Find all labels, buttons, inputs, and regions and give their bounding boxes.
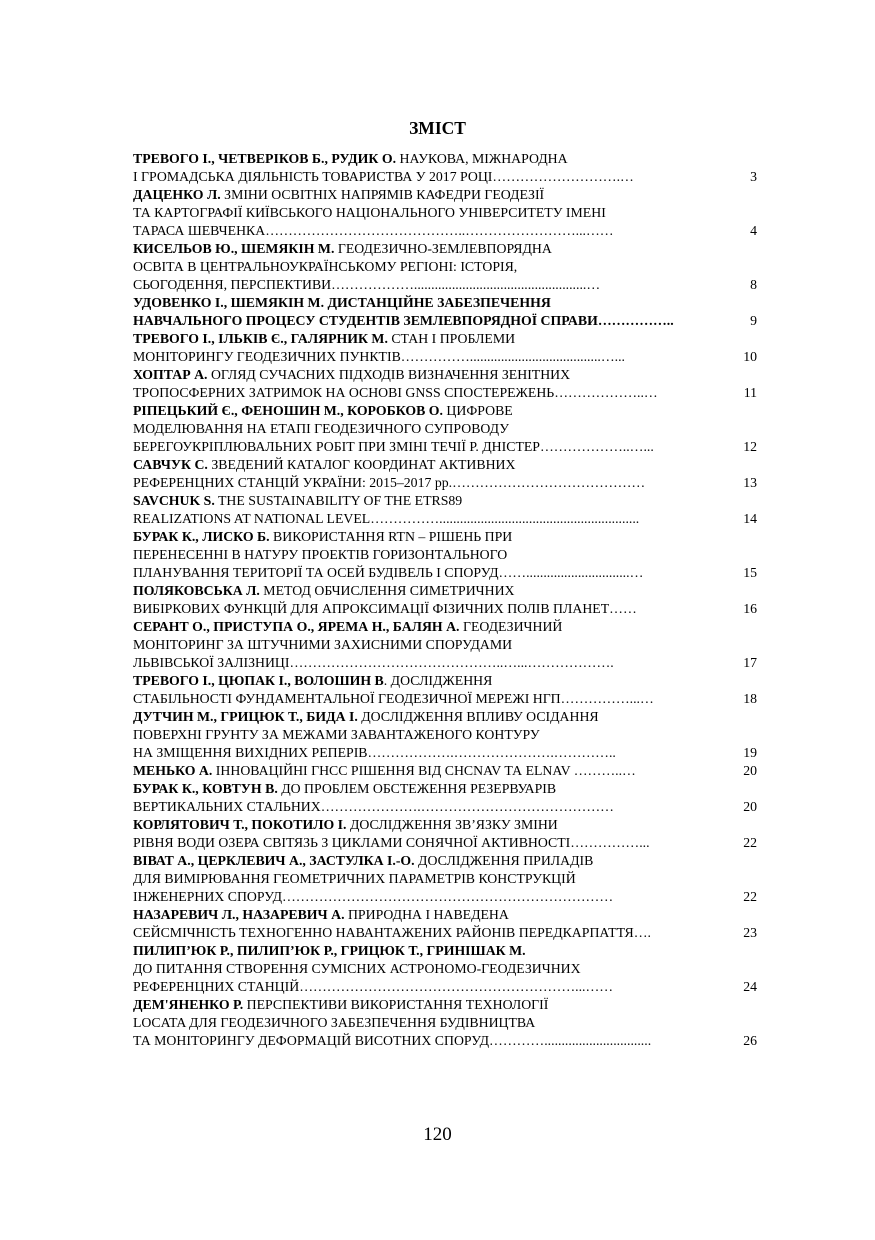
toc-title-text: ГЕОДЕЗИЧНО-ЗЕМЛЕВПОРЯДНА: [334, 241, 552, 256]
toc-title-text: ЦИФРОВЕ: [442, 403, 513, 418]
toc-title-text: НАУКОВА, МІЖНАРОДНА: [396, 151, 568, 166]
toc-line-text: [133, 708, 728, 726]
toc-authors: ПИЛИП’ЮК Р., ПИЛИП’ЮК Р., ГРИЦЮК Т., ГРИНІШАК М.: [133, 943, 526, 958]
toc-title-text: СЬОГОДЕННЯ, ПЕРСПЕКТИВИ………………..................................................…: [133, 277, 601, 292]
toc-page-number: 15: [743, 565, 757, 580]
toc-entry: [133, 852, 766, 906]
toc-entry: [133, 708, 766, 762]
toc-line: [133, 510, 766, 528]
toc-line: [133, 168, 766, 186]
toc-line-text: [133, 690, 728, 708]
toc-title-text: ДОСЛІДЖЕННЯ ВПЛИВУ ОСІДАННЯ: [357, 709, 599, 724]
toc-line-text: [133, 402, 728, 420]
toc-line: [133, 528, 766, 546]
toc-title-text: БЕРЕГОУКРІПЛЮВАЛЬНИХ РОБІТ ПРИ ЗМІНІ ТЕЧІЇ Р. ДНІСТЕР………………..…...: [133, 439, 654, 454]
toc-line-text: [133, 222, 728, 240]
toc-title-text: ПЕРЕНЕСЕННІ В НАТУРУ ПРОЕКТІВ ГОРИЗОНТАЛЬНОГО: [133, 547, 508, 562]
toc-authors: КОРЛЯТОВИЧ Т., ПОКОТИЛО І.: [133, 817, 347, 832]
toc-line: [133, 978, 766, 996]
toc-authors: ТРЕВОГО І., ЦЮПАК І., ВОЛОШИН В: [133, 673, 384, 688]
toc-line: [133, 546, 766, 564]
toc-authors: СЕРАНТ О., ПРИСТУПА О., ЯРЕМА Н., БАЛЯН А.: [133, 619, 460, 634]
toc-entry: [133, 780, 766, 816]
toc-line-text: [133, 258, 728, 276]
toc-title-text: LOCATA ДЛЯ ГЕОДЕЗИЧНОГО ЗАБЕЗПЕЧЕННЯ БУДІВНИЦТВА: [133, 1015, 536, 1030]
toc-line: [133, 366, 766, 384]
toc-authors: НАЗАРЕВИЧ Л., НАЗАРЕВИЧ А.: [133, 907, 345, 922]
toc-authors: ДАЦЕНКО Л.: [133, 187, 221, 202]
toc-line: [133, 942, 766, 960]
toc-authors: ДЕМ'ЯНЕНКО Р.: [133, 997, 244, 1012]
toc-page-number: 26: [743, 1033, 757, 1048]
toc-page-number: 3: [750, 169, 757, 184]
toc-page-number: 4: [750, 223, 757, 238]
toc-line: [133, 240, 766, 258]
toc-title-text: НА ЗМІЩЕННЯ ВИХІДНИХ РЕПЕРІВ……………….………………….…………..: [133, 745, 616, 760]
toc-line-text: [133, 780, 728, 798]
toc-line-text: [133, 366, 728, 384]
toc-page-number: 14: [743, 511, 757, 526]
toc-authors: БУРАК К., ЛИСКО Б.: [133, 529, 270, 544]
toc-line-text: [133, 672, 728, 690]
toc-page-number: 10: [743, 349, 757, 364]
toc-title-text: СТАБІЛЬНОСТІ ФУНДАМЕНТАЛЬНОЇ ГЕОДЕЗИЧНОЇ МЕРЕЖІ НГП……………...…: [133, 691, 654, 706]
toc-line-text: [133, 798, 728, 816]
toc-line: [133, 762, 766, 780]
toc-line: [133, 258, 766, 276]
toc-title-text: І ГРОМАДСЬКА ДІЯЛЬНІСТЬ ТОВАРИСТВА У 2017 РОЦІ……………………….…: [133, 169, 634, 184]
toc-title-text: REALIZATIONS AT NATIONAL LEVEL……………..........................................................: [133, 511, 640, 526]
toc-line-text: [133, 564, 728, 582]
toc-authors: РІПЕЦЬКИЙ Є., ФЕНОШИН М., КОРОБКОВ О.: [133, 403, 443, 418]
toc-page-number: 18: [743, 691, 757, 706]
toc-line: [133, 600, 766, 618]
toc-line: [133, 708, 766, 726]
toc-entry: [133, 942, 766, 996]
toc-line-text: [133, 870, 728, 888]
toc-title-text: ДО ПРОБЛЕМ ОБСТЕЖЕННЯ РЕЗЕРВУАРІВ: [277, 781, 557, 796]
toc-page-number: 20: [743, 799, 757, 814]
toc-authors: ДУТЧИН М., ГРИЦЮК Т., БИДА І.: [133, 709, 358, 724]
toc-line-text: [133, 384, 728, 402]
toc-line-text: [133, 744, 728, 762]
page-number: 120: [423, 1124, 452, 1145]
toc-line-text: [133, 618, 728, 636]
toc-authors: SAVCHUK S.: [133, 493, 215, 508]
toc-line: [133, 672, 766, 690]
toc-line-text: [133, 942, 728, 960]
toc-title-text: СТАН І ПРОБЛЕМИ: [387, 331, 516, 346]
toc-line: [133, 150, 766, 168]
toc-line-text: [133, 294, 728, 312]
toc-line: [133, 276, 766, 294]
toc-page-number: 24: [743, 979, 757, 994]
toc-page-number: 12: [743, 439, 757, 454]
toc-line: [133, 870, 766, 888]
toc-line: [133, 924, 766, 942]
toc-title-text: ТРОПОСФЕРНИХ ЗАТРИМОК НА ОСНОВІ GNSS СПОСТЕРЕЖЕНЬ………………..…: [133, 385, 658, 400]
toc-title-text: ОГЛЯД СУЧАСНИХ ПІДХОДІВ ВИЗНАЧЕННЯ ЗЕНІТНИХ: [207, 367, 571, 382]
toc-line-text: [133, 150, 728, 168]
toc-line: [133, 312, 766, 330]
toc-title-text: ЗВЕДЕНИЙ КАТАЛОГ КООРДИНАТ АКТИВНИХ: [207, 457, 516, 472]
toc-authors: ТРЕВОГО І., ЧЕТВЕРІКОВ Б., РУДИК О.: [133, 151, 397, 166]
toc-title-text: МОНІТОРИНГУ ГЕОДЕЗИЧНИХ ПУНКТІВ……………......................................…...: [133, 349, 625, 364]
toc-title-text: РІВНЯ ВОДИ ОЗЕРА СВІТЯЗЬ З ЦИКЛАМИ СОНЯЧНОЇ АКТИВНОСТІ……………...: [133, 835, 650, 850]
toc-title-text: THE SUSTAINABILITY OF THE ETRS89: [214, 493, 463, 508]
toc-line: [133, 582, 766, 600]
toc-entry: [133, 906, 766, 942]
toc-line-text: [133, 276, 728, 294]
toc-line-text: [133, 834, 728, 852]
toc-authors: ТРЕВОГО І., ІЛЬКІВ Є., ГАЛЯРНИК М.: [133, 331, 388, 346]
toc-line-text: [133, 186, 728, 204]
toc-line: [133, 564, 766, 582]
toc-line: [133, 492, 766, 510]
toc-entry: [133, 402, 766, 456]
toc-line-text: [133, 654, 728, 672]
toc-title-text: ТА КАРТОГРАФІЇ КИЇВСЬКОГО НАЦІОНАЛЬНОГО УНІВЕРСИТЕТУ ІМЕНІ: [133, 205, 606, 220]
toc-title-text: ІННОВАЦІЙНІ ГНСС РІШЕННЯ ВІД CHCNAV ТА ELNAV ………..…: [212, 763, 636, 778]
toc-page-number: 13: [743, 475, 757, 490]
toc-line: [133, 834, 766, 852]
toc-authors: МЕНЬКО А.: [133, 763, 213, 778]
toc-entry: [133, 456, 766, 492]
toc-line-text: [133, 1014, 728, 1032]
toc-entry: [133, 186, 766, 240]
toc-line-text: [133, 438, 728, 456]
toc-title-text: ЛЬВІВСЬКОЇ ЗАЛІЗНИЦІ………………………………………..…...……………….: [133, 655, 614, 670]
toc-line-text: [133, 852, 728, 870]
toc-line: [133, 438, 766, 456]
toc-title: ЗМІСТ: [409, 118, 466, 138]
toc-line: [133, 348, 766, 366]
toc-title-text: ПОВЕРХНІ ГРУНТУ ЗА МЕЖАМИ ЗАВАНТАЖЕНОГО КОНТУРУ: [133, 727, 540, 742]
toc-title-text: ЗМІНИ ОСВІТНІХ НАПРЯМІВ КАФЕДРИ ГЕОДЕЗІЇ: [220, 187, 545, 202]
toc-entry: [133, 330, 766, 366]
toc-line-text: [133, 726, 728, 744]
toc-line: [133, 1032, 766, 1050]
toc-authors: ВІВАТ А., ЦЕРКЛЕВИЧ А., ЗАСТУЛКА І.-О.: [133, 853, 415, 868]
toc-title-text: ВИКОРИСТАННЯ RTN – РІШЕНЬ ПРИ: [269, 529, 513, 544]
toc-entry: [133, 240, 766, 294]
toc-entry: [133, 816, 766, 852]
toc-page-number: 23: [743, 925, 757, 940]
toc-line-text: [133, 348, 728, 366]
toc-title-text: ВИБІРКОВИХ ФУНКЦІЙ ДЛЯ АПРОКСИМАЦІЇ ФІЗИЧНИХ ПОЛІВ ПЛАНЕТ……: [133, 601, 637, 616]
toc-authors: КИСЕЛЬОВ Ю., ШЕМЯКІН М.: [133, 241, 335, 256]
toc-line: [133, 456, 766, 474]
toc-line-text: [133, 816, 728, 834]
toc-line: [133, 654, 766, 672]
toc-title-text: МЕТОД ОБЧИСЛЕННЯ СИМЕТРИЧНИХ: [259, 583, 515, 598]
toc-line: [133, 1014, 766, 1032]
toc-title-text: ДОСЛІДЖЕННЯ ПРИЛАДІВ: [414, 853, 594, 868]
toc-line-text: [133, 978, 728, 996]
toc-title-text: СЕЙСМІЧНІСТЬ ТЕХНОГЕННО НАВАНТАЖЕНИХ РАЙОНІВ ПЕРЕДКАРПАТТЯ….: [133, 925, 651, 940]
toc-page-number: 8: [750, 277, 757, 292]
toc-title-text: ТА МОНІТОРИНГУ ДЕФОРМАЦІЙ ВИСОТНИХ СПОРУД…………...............................: [133, 1033, 652, 1048]
toc-title-text: МОДЕЛЮВАННЯ НА ЕТАПІ ГЕОДЕЗИЧНОГО СУПРОВОДУ: [133, 421, 510, 436]
toc-line: [133, 294, 766, 312]
toc-entry: [133, 762, 766, 780]
toc-line: [133, 186, 766, 204]
toc-line-text: [133, 996, 728, 1014]
toc-title-text: ТАРАСА ШЕВЧЕНКА……………………………………..……………………...……: [133, 223, 614, 238]
toc-authors: БУРАК К., КОВТУН В.: [133, 781, 278, 796]
toc-line: [133, 330, 766, 348]
toc-entry: [133, 672, 766, 708]
toc-entry: [133, 528, 766, 582]
toc-title-text: ПЕРСПЕКТИВИ ВИКОРИСТАННЯ ТЕХНОЛОГІЇ: [243, 997, 549, 1012]
toc-line-text: [133, 1032, 728, 1050]
toc-title-text: МОНІТОРИНГ ЗА ШТУЧНИМИ ЗАХИСНИМИ СПОРУДАМИ: [133, 637, 513, 652]
toc-line: [133, 384, 766, 402]
toc-page-number: 11: [743, 385, 757, 400]
toc-title-text: ГЕОДЕЗИЧНИЙ: [459, 619, 563, 634]
toc-title-text: . ДОСЛІДЖЕННЯ: [383, 673, 493, 688]
toc-line: [133, 402, 766, 420]
toc-page-number: 22: [743, 889, 757, 904]
toc-line-text: [133, 204, 728, 222]
toc-line-text: [133, 762, 728, 780]
toc-line: [133, 906, 766, 924]
toc-line-text: [133, 456, 728, 474]
toc-line-text: [133, 492, 728, 510]
toc-line: [133, 690, 766, 708]
toc-line-text: [133, 312, 728, 330]
toc-authors: ПОЛЯКОВСЬКА Л.: [133, 583, 260, 598]
toc-page-number: 22: [743, 835, 757, 850]
toc-title-text: ПРИРОДНА І НАВЕДЕНА: [344, 907, 509, 922]
toc-line-text: [133, 330, 728, 348]
toc-entry: [133, 366, 766, 402]
toc-line: [133, 888, 766, 906]
toc-line-text: [133, 420, 728, 438]
toc-title-text: ПЛАНУВАННЯ ТЕРИТОРІЇ ТА ОСЕЙ БУДІВЕЛЬ І СПОРУД……..............................…: [133, 565, 644, 580]
toc-entry: [133, 294, 766, 330]
toc-authors: САВЧУК С.: [133, 457, 208, 472]
toc-line: [133, 636, 766, 654]
toc-line-text: [133, 924, 728, 942]
toc-line: [133, 222, 766, 240]
toc-authors: ХОПТАР А.: [133, 367, 208, 382]
toc-line: [133, 816, 766, 834]
toc-title-text: ДО ПИТАННЯ СТВОРЕННЯ СУМІСНИХ АСТРОНОМО-ГЕОДЕЗИЧНИХ: [133, 961, 581, 976]
toc-line: [133, 474, 766, 492]
toc-line-text: [133, 168, 728, 186]
toc-title-text: РЕФЕРЕНЦНИХ СТАНЦІЙ……………………………………………………...……: [133, 979, 614, 994]
toc-line-text: [133, 600, 728, 618]
toc-page-number: 9: [750, 313, 757, 328]
toc-page-number: 16: [743, 601, 757, 616]
toc-title-text: ДЛЯ ВИМІРЮВАННЯ ГЕОМЕТРИЧНИХ ПАРАМЕТРІВ КОНСТРУКЦІЙ: [133, 871, 576, 886]
toc-authors: НАВЧАЛЬНОГО ПРОЦЕСУ СТУДЕНТІВ ЗЕМЛЕВПОРЯДНОЇ СПРАВИ……………..: [133, 313, 674, 328]
toc-line: [133, 798, 766, 816]
toc-page-number: 17: [743, 655, 757, 670]
toc-line: [133, 996, 766, 1014]
toc-line-text: [133, 510, 728, 528]
toc-entry: [133, 492, 766, 528]
toc-line: [133, 618, 766, 636]
toc-entry: [133, 618, 766, 672]
toc-line: [133, 852, 766, 870]
toc-title-text: ДОСЛІДЖЕННЯ ЗВ’ЯЗКУ ЗМІНИ: [346, 817, 558, 832]
toc-title-text: ОСВІТА В ЦЕНТРАЛЬНОУКРАЇНСЬКОМУ РЕГІОНІ: ІСТОРІЯ,: [133, 259, 518, 274]
toc-line: [133, 726, 766, 744]
toc-title-text: ВЕРТИКАЛЬНИХ СТАЛЬНИХ………………….……………………………………: [133, 799, 614, 814]
toc-entry: [133, 150, 766, 186]
toc-line-text: [133, 636, 728, 654]
toc-line: [133, 780, 766, 798]
toc-line-text: [133, 582, 728, 600]
toc-line: [133, 204, 766, 222]
toc-line-text: [133, 240, 728, 258]
toc-line-text: [133, 960, 728, 978]
toc-page-number: 20: [743, 763, 757, 778]
toc-title-text: ІНЖЕНЕРНИХ СПОРУД………………………………………………………………: [133, 889, 614, 904]
toc-entry: [133, 996, 766, 1050]
toc-line-text: [133, 528, 728, 546]
toc-authors: УДОВЕНКО І., ШЕМЯКІН М. ДИСТАНЦІЙНЕ ЗАБЕЗПЕЧЕННЯ: [133, 295, 551, 310]
toc-page-number: 19: [743, 745, 757, 760]
toc-line-text: [133, 546, 728, 564]
table-of-contents: [133, 150, 766, 1050]
toc-line: [133, 744, 766, 762]
toc-title-text: РЕФЕРЕНЦНИХ СТАНЦІЙ УКРАЇНИ: 2015–2017 рр.……………………………………: [133, 475, 646, 490]
toc-line: [133, 960, 766, 978]
toc-line-text: [133, 474, 728, 492]
toc-entry: [133, 582, 766, 618]
toc-line: [133, 420, 766, 438]
toc-line-text: [133, 906, 728, 924]
toc-line-text: [133, 888, 728, 906]
